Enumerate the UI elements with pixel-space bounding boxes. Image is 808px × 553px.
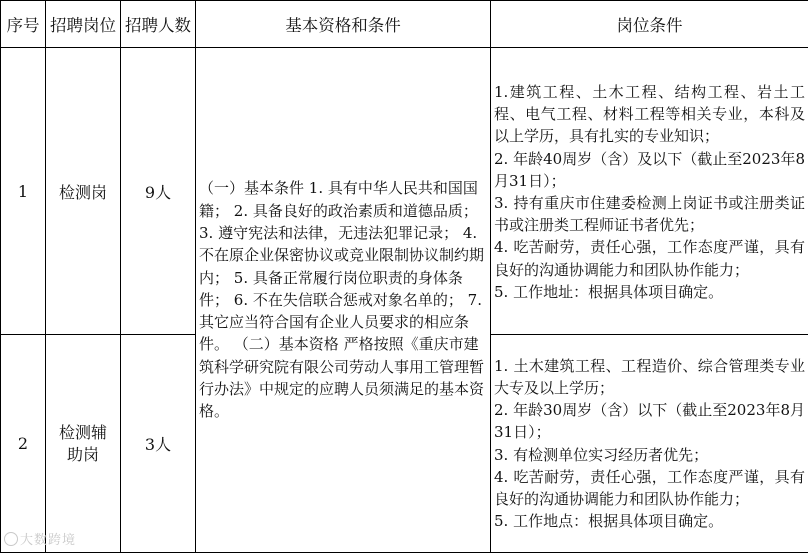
qualification-heading: （一）基本条件 bbox=[199, 179, 304, 197]
condition-item: 4. 吃苦耐劳，责任心强，工作态度严谨，具有良好的沟通协调能力和团队协作能力； bbox=[494, 236, 805, 280]
row-post-label: 检测辅助岗 bbox=[58, 422, 108, 466]
condition-item: 2. 年龄40周岁（含）及以下（截止至2023年8月31日）； bbox=[494, 148, 805, 192]
row-count: 9人 bbox=[121, 48, 196, 335]
qualification-item: 3. 遵守宪法和法律，无违法犯罪记录； bbox=[199, 224, 458, 242]
condition-item: 3. 持有重庆市住建委检测上岗证书或注册类证书或注册类工程师证书者优先； bbox=[494, 192, 805, 236]
row-serial: 2 bbox=[1, 335, 46, 553]
row-count: 3人 bbox=[121, 335, 196, 553]
header-row bbox=[1, 1, 808, 48]
condition-item: 5. 工作地点：根据具体项目确定。 bbox=[494, 510, 805, 532]
row-post: 检测岗 bbox=[46, 48, 121, 335]
header-post: 招聘岗位 bbox=[46, 1, 121, 48]
condition-item: 1.建筑工程、土木工程、结构工程、岩土工程、电气工程、材料工程等相关专业，本科及以上学历，具有扎实的专业知识； bbox=[494, 81, 805, 148]
row-post bbox=[46, 335, 121, 553]
qualification-item: 6. 不在失信联合惩戒对象名单的； bbox=[234, 291, 463, 309]
header-qualifications: 基本资格和条件 bbox=[196, 1, 491, 48]
post-conditions-cell bbox=[491, 335, 808, 553]
qualification-item: 7. 其它应当符合国有企业人员要求的相应条件。 bbox=[199, 291, 482, 354]
qualification-item: 4. 不在原企业保密协议或竞业限制协议制约期内； bbox=[199, 224, 484, 287]
qualification-item: 严格按照《重庆市建筑科学研究院有限公司劳动人事用工管理暂行办法》中规定的应聘人员须满足的基本资格。 bbox=[199, 335, 484, 420]
qualification-item: 1. 具有中华人民共和国国籍； bbox=[199, 179, 478, 219]
basic-qualifications-cell bbox=[196, 48, 491, 553]
watermark-logo-icon bbox=[4, 532, 18, 546]
qualification-heading: （二）基本资格 bbox=[234, 335, 339, 353]
watermark bbox=[4, 529, 76, 548]
header-post-conditions: 岗位条件 bbox=[491, 1, 808, 48]
watermark-text: 大数跨境 bbox=[20, 533, 76, 548]
condition-item: 5. 工作地址：根据具体项目确定。 bbox=[494, 281, 805, 303]
condition-item: 2. 年龄30周岁（含）以下（截止至2023年8月31日）； bbox=[494, 399, 805, 443]
qualification-item: 5. 具备正常履行岗位职责的身体条件； bbox=[199, 269, 463, 309]
row-serial: 1 bbox=[1, 48, 46, 335]
header-count: 招聘人数 bbox=[121, 1, 196, 48]
qualification-item: 2. 具备良好的政治素质和道德品质； bbox=[234, 202, 478, 220]
condition-item: 4. 吃苦耐劳，责任心强，工作态度严谨，具有良好的沟通协调能力和团队协作能力； bbox=[494, 466, 805, 510]
header-serial: 序号 bbox=[1, 1, 46, 48]
table-row bbox=[1, 48, 808, 335]
post-conditions-cell bbox=[491, 48, 808, 335]
condition-item: 1. 土木建筑工程、工程造价、综合管理类专业大专及以上学历； bbox=[494, 355, 805, 399]
condition-item: 3. 有检测单位实习经历者优先； bbox=[494, 444, 805, 466]
